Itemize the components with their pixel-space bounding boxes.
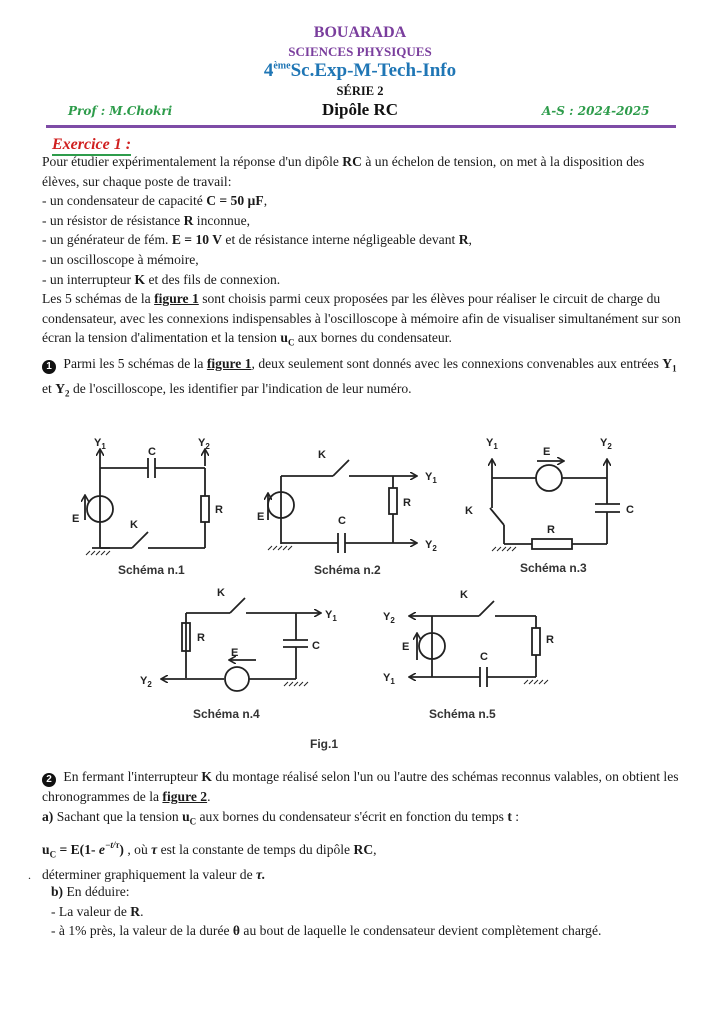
question-2b-item: [51, 921, 611, 941]
header-divider: [46, 125, 676, 128]
school-year: A-S : 2024-2025: [542, 104, 650, 118]
label-r: R: [403, 497, 411, 509]
text: Parmi les 5 schémas de la: [60, 355, 207, 371]
subject-name: SCIENCES PHYSIQUES: [288, 44, 432, 59]
label-y1: $Y_1$: [425, 471, 437, 485]
label-e: E: [543, 446, 551, 458]
text-bold: RC: [342, 154, 362, 169]
figure-1-reference: figure 1: [206, 355, 252, 371]
text-bold: C = 50 µF: [206, 193, 264, 209]
label-r: R: [215, 504, 223, 516]
text: .: [207, 789, 211, 804]
schema-3: [490, 460, 620, 549]
text-bold: K: [201, 769, 212, 784]
text: aux bornes du condensateur.: [294, 330, 452, 346]
text: = E(1-: [56, 841, 99, 857]
question-2b-item: [51, 902, 691, 922]
figure-1: [60, 428, 660, 758]
theta-symbol: θ: [232, 923, 241, 939]
text-bold: Y: [55, 380, 66, 396]
text: e: [98, 841, 105, 857]
label-e: E: [257, 511, 265, 523]
tau-symbol: τ.: [256, 867, 266, 883]
exercise-intro: [42, 152, 682, 404]
text: - un interrupteur: [42, 271, 135, 287]
text: inconnue,: [193, 212, 251, 228]
label-c: C: [338, 515, 346, 527]
text: En fermant l'interrupteur: [60, 769, 202, 784]
material-item: [42, 250, 682, 270]
question-number-badge: 2: [42, 773, 56, 787]
formula-line: [42, 836, 682, 865]
schema-3-caption: Schéma n.3: [520, 561, 587, 575]
text: - La valeur de: [51, 903, 131, 919]
text: - un générateur de fém.: [42, 232, 172, 248]
text: - un condensateur de capacité: [42, 193, 207, 209]
text: - un oscilloscope à mémoire,: [42, 251, 199, 267]
label-c: C: [626, 504, 634, 516]
document-title: Dipôle RC: [321, 100, 399, 119]
text: Sachant que la tension: [53, 808, 183, 824]
text: sont choisis parmi ceux proposées par les élèves pour réaliser le circuit de charge du condensateur, avec les connexions indispensables à l'oscilloscope à mémoire afin de visualiser simultanément sur son écran la tension d'alimentation et la tension: [42, 291, 681, 346]
schema-1-caption: Schéma n.1: [118, 563, 185, 577]
figure-caption: Fig.1: [310, 737, 339, 751]
material-item: [42, 270, 682, 290]
text: aux bornes du condensateur s'écrit en fonction du temps: [196, 808, 508, 824]
label-y2: $Y_2$: [383, 611, 395, 625]
schema-4-caption: Schéma n.4: [193, 707, 260, 721]
question-1: [42, 354, 682, 405]
text: du montage réalisé selon l'un ou l'autre des schémas reconnus valables, on obtient les chronogrammes de la: [42, 769, 679, 804]
material-item: [42, 191, 682, 211]
schema-2-caption: Schéma n.2: [314, 563, 381, 577]
label-r: R: [546, 634, 554, 646]
text: ,: [263, 193, 268, 209]
exercise-title: Exercice 1 :: [52, 136, 131, 156]
text: ,: [373, 841, 377, 857]
level-rest: Sc.Exp-M-Tech-Info: [290, 60, 457, 81]
level-prefix: 4: [263, 60, 274, 81]
text: et des fils de connexion.: [145, 271, 281, 287]
text-bold: u: [182, 808, 190, 824]
label-k: K: [318, 449, 326, 461]
label-c: C: [148, 446, 156, 458]
text: Les 5 schémas de la: [42, 291, 155, 307]
sub-question-label: b): [51, 884, 64, 899]
text-bold: K: [134, 271, 146, 287]
label-r: R: [547, 524, 555, 536]
label-e: E: [72, 513, 80, 525]
class-level: [0, 60, 720, 82]
text: à un échelon de tension, on met à la disposition des élèves, sur chaque poste de travail:: [42, 154, 645, 189]
label-k: K: [217, 587, 225, 599]
figure-1-reference: figure 1: [154, 291, 199, 307]
text: et: [42, 380, 56, 396]
text: En déduire:: [63, 884, 130, 899]
intro-paragraph: [42, 152, 682, 191]
text-bold: E = 10 V: [171, 232, 223, 248]
material-item: [42, 230, 682, 250]
text: et de résistance interne négligeable devant: [222, 232, 459, 248]
text: au bout de laquelle le condensateur devient complètement chargé.: [240, 923, 602, 939]
label-k: K: [460, 589, 468, 601]
text: Pour étudier expérimentalement la réponse d'un dipôle: [42, 154, 343, 169]
question-2b-intro: [51, 882, 691, 902]
label-e: E: [231, 647, 239, 659]
question-2: [42, 767, 682, 885]
subscript: 2: [65, 388, 70, 399]
label-y2: $Y_2$: [140, 675, 152, 689]
label-e: E: [402, 641, 410, 653]
material-item: [42, 211, 682, 231]
text: , deux seulement sont donnés avec les connexions convenables aux entrées: [251, 355, 663, 371]
text: , où: [123, 841, 152, 857]
subscript: C: [49, 849, 57, 860]
text-bold: Y: [662, 355, 673, 371]
question-2a: [42, 807, 682, 832]
text-bold: R: [130, 903, 141, 919]
text: ,: [468, 232, 472, 248]
serie-label: SÉRIE 2: [336, 84, 384, 98]
text: - à 1% près, la valeur de la durée: [51, 923, 233, 939]
text: :: [511, 808, 520, 824]
label-k: K: [130, 519, 138, 531]
question-2b: [51, 882, 691, 941]
level-sup: ème: [273, 60, 291, 72]
schema-2: [268, 460, 416, 553]
subscript: 1: [672, 363, 677, 374]
label-y1: $Y_1$: [486, 437, 498, 451]
label-y1: $Y_1$: [94, 437, 106, 451]
text: .: [140, 903, 144, 919]
text-bold: t: [507, 808, 512, 824]
figure-description: [42, 289, 682, 354]
text: u: [42, 841, 50, 857]
charge-formula: [42, 839, 124, 860]
text-bold: u: [280, 330, 288, 346]
label-c: C: [480, 651, 488, 663]
label-y2: $Y_2$: [198, 437, 210, 451]
sub-question-label: a): [42, 808, 54, 824]
question-2-intro: [42, 767, 682, 807]
text-bold: RC: [353, 841, 374, 857]
circuit-labels: [72, 437, 634, 751]
text: déterminer graphiquement la valeur de: [42, 867, 257, 883]
question-number-badge: 1: [42, 360, 56, 374]
text: est la constante de temps du dipôle: [157, 841, 354, 857]
stray-dot: .: [28, 868, 31, 882]
label-y1: $Y_1$: [383, 672, 395, 686]
schema-1: [85, 450, 209, 548]
label-r: R: [197, 632, 205, 644]
tau-symbol: τ: [151, 841, 158, 857]
label-k: K: [465, 505, 473, 517]
text: de l'oscilloscope, les identifier par l'indication de leur numéro.: [69, 380, 412, 396]
label-c: C: [312, 640, 320, 652]
schema-5: [410, 601, 540, 687]
subscript: C: [287, 338, 295, 349]
schema-4: [162, 598, 320, 691]
label-y1: $Y_1$: [325, 609, 337, 623]
circuit-diagrams: [60, 428, 660, 758]
text-bold: R: [183, 212, 194, 228]
figure-2-reference: figure 2: [162, 789, 208, 804]
label-y2: $Y_2$: [425, 539, 437, 553]
text: - un résistor de résistance: [42, 212, 184, 228]
text: ): [119, 841, 124, 857]
schema-5-caption: Schéma n.5: [429, 707, 496, 721]
exponent: −t/τ: [104, 839, 120, 850]
text-bold: R: [458, 232, 469, 248]
school-name: BOUARADA: [313, 24, 407, 41]
label-y2: $Y_2$: [600, 437, 612, 451]
teacher-name: Prof : M.Chokri: [68, 104, 173, 118]
subscript: C: [189, 816, 197, 827]
